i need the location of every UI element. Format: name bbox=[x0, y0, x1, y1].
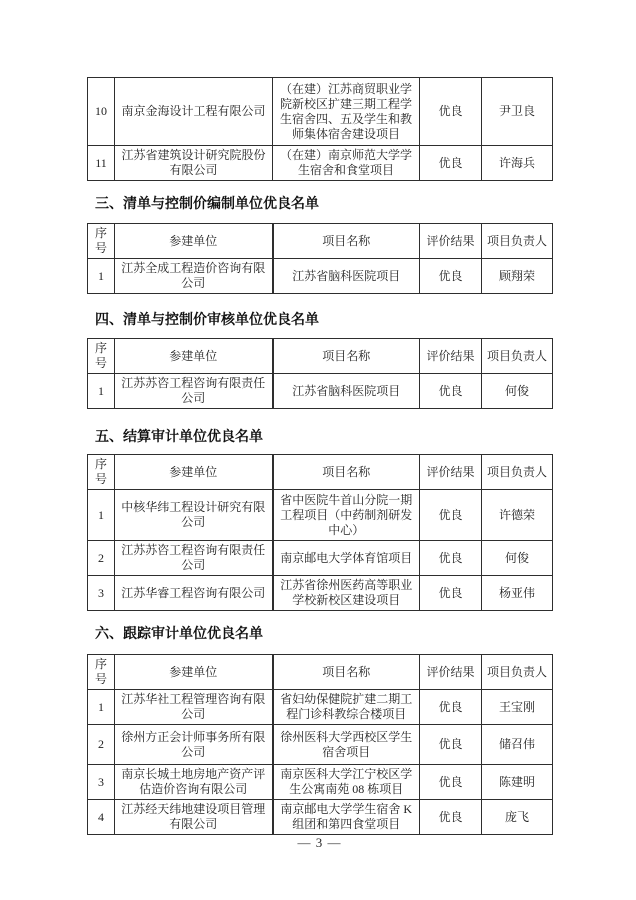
section-title-4: 四、清单与控制价审核单位优良名单 bbox=[95, 311, 319, 327]
header-result: 评价结果 bbox=[420, 339, 482, 374]
leader-cell: 何俊 bbox=[482, 541, 553, 576]
result-cell: 优良 bbox=[420, 490, 482, 541]
header-leader: 项目负责人 bbox=[482, 224, 553, 259]
table-row bbox=[88, 374, 553, 409]
table-row bbox=[88, 259, 553, 294]
table-row bbox=[88, 765, 553, 800]
table-row bbox=[88, 576, 553, 611]
table-row bbox=[88, 78, 553, 146]
header-unit: 参建单位 bbox=[115, 455, 273, 490]
result-cell: 优良 bbox=[420, 765, 482, 800]
row-no: 1 bbox=[88, 690, 115, 725]
section-4-table bbox=[87, 338, 553, 409]
row-no: 1 bbox=[88, 259, 115, 294]
project-cell: 省中医院牛首山分院一期工程项目（中药制剂研发中心） bbox=[273, 490, 420, 541]
header-project: 项目名称 bbox=[273, 655, 420, 690]
header-result: 评价结果 bbox=[420, 224, 482, 259]
leader-cell: 尹卫良 bbox=[482, 78, 553, 146]
table-header-row bbox=[88, 655, 553, 690]
header-no: 序号 bbox=[88, 655, 115, 690]
row-no: 2 bbox=[88, 541, 115, 576]
project-cell: 江苏省脑科医院项目 bbox=[273, 259, 420, 294]
unit-cell: 南京金海设计工程有限公司 bbox=[115, 78, 273, 146]
row-no: 4 bbox=[88, 800, 115, 835]
unit-cell: 徐州方正会计师事务所有限公司 bbox=[115, 725, 273, 765]
result-cell: 优良 bbox=[420, 725, 482, 765]
project-cell: 徐州医科大学西校区学生宿舍项目 bbox=[273, 725, 420, 765]
result-cell: 优良 bbox=[420, 541, 482, 576]
table-row bbox=[88, 725, 553, 765]
leader-cell: 何俊 bbox=[482, 374, 553, 409]
row-no: 3 bbox=[88, 576, 115, 611]
unit-cell: 江苏苏咨工程咨询有限责任公司 bbox=[115, 374, 273, 409]
table-row bbox=[88, 690, 553, 725]
table-row bbox=[88, 541, 553, 576]
header-leader: 项目负责人 bbox=[482, 455, 553, 490]
section-title-6: 六、跟踪审计单位优良名单 bbox=[95, 625, 263, 641]
result-cell: 优良 bbox=[420, 690, 482, 725]
section-5-table bbox=[87, 454, 553, 611]
leader-cell: 陈建明 bbox=[482, 765, 553, 800]
leader-cell: 储召伟 bbox=[482, 725, 553, 765]
header-project: 项目名称 bbox=[273, 339, 420, 374]
project-cell: 省妇幼保健院扩建二期工程门诊科教综合楼项目 bbox=[273, 690, 420, 725]
project-cell: 江苏省脑科医院项目 bbox=[273, 374, 420, 409]
table-header-row bbox=[88, 224, 553, 259]
table-row bbox=[88, 800, 553, 835]
header-no: 序号 bbox=[88, 339, 115, 374]
leader-cell: 许德荣 bbox=[482, 490, 553, 541]
unit-cell: 江苏华睿工程咨询有限公司 bbox=[115, 576, 273, 611]
result-cell: 优良 bbox=[420, 146, 482, 181]
unit-cell: 江苏全成工程造价咨询有限公司 bbox=[115, 259, 273, 294]
result-cell: 优良 bbox=[420, 800, 482, 835]
row-no: 11 bbox=[88, 146, 115, 181]
unit-cell: 江苏苏咨工程咨询有限责任公司 bbox=[115, 541, 273, 576]
row-no: 10 bbox=[88, 78, 115, 146]
leader-cell: 杨亚伟 bbox=[482, 576, 553, 611]
row-no: 1 bbox=[88, 490, 115, 541]
leader-cell: 庞飞 bbox=[482, 800, 553, 835]
row-no: 3 bbox=[88, 765, 115, 800]
section-title-3: 三、清单与控制价编制单位优良名单 bbox=[95, 195, 319, 211]
section-6-table bbox=[87, 654, 553, 835]
leader-cell: 许海兵 bbox=[482, 146, 553, 181]
header-no: 序号 bbox=[88, 224, 115, 259]
project-cell: 南京邮电大学学生宿舍 K 组团和第四食堂项目 bbox=[273, 800, 420, 835]
project-cell: 南京邮电大学体育馆项目 bbox=[273, 541, 420, 576]
header-project: 项目名称 bbox=[273, 455, 420, 490]
leader-cell: 顾翔荣 bbox=[482, 259, 553, 294]
unit-cell: 江苏华社工程管理咨询有限公司 bbox=[115, 690, 273, 725]
header-unit: 参建单位 bbox=[115, 224, 273, 259]
unit-cell: 江苏省建筑设计研究院股份有限公司 bbox=[115, 146, 273, 181]
continuation-table bbox=[87, 77, 553, 181]
row-no: 2 bbox=[88, 725, 115, 765]
table-row bbox=[88, 490, 553, 541]
project-cell: 南京医科大学江宁校区学生公寓南苑 08 栋项目 bbox=[273, 765, 420, 800]
page-number: — 3 — bbox=[297, 835, 342, 850]
leader-cell: 王宝刚 bbox=[482, 690, 553, 725]
header-no: 序号 bbox=[88, 455, 115, 490]
table-header-row bbox=[88, 339, 553, 374]
project-cell: 江苏省徐州医药高等职业学校新校区建设项目 bbox=[273, 576, 420, 611]
table-row bbox=[88, 146, 553, 181]
header-result: 评价结果 bbox=[420, 455, 482, 490]
header-result: 评价结果 bbox=[420, 655, 482, 690]
project-cell: （在建）南京师范大学学生宿舍和食堂项目 bbox=[273, 146, 420, 181]
result-cell: 优良 bbox=[420, 259, 482, 294]
result-cell: 优良 bbox=[420, 78, 482, 146]
section-title-5: 五、结算审计单位优良名单 bbox=[95, 428, 263, 444]
header-leader: 项目负责人 bbox=[482, 655, 553, 690]
result-cell: 优良 bbox=[420, 374, 482, 409]
section-3-table bbox=[87, 223, 553, 294]
unit-cell: 江苏经天纬地建设项目管理有限公司 bbox=[115, 800, 273, 835]
header-unit: 参建单位 bbox=[115, 339, 273, 374]
header-leader: 项目负责人 bbox=[482, 339, 553, 374]
unit-cell: 中核华纬工程设计研究有限公司 bbox=[115, 490, 273, 541]
table-header-row bbox=[88, 455, 553, 490]
project-cell: （在建）江苏商贸职业学院新校区扩建三期工程学生宿舍四、五及学生和教师集体宿舍建设项目 bbox=[273, 78, 420, 146]
header-project: 项目名称 bbox=[273, 224, 420, 259]
result-cell: 优良 bbox=[420, 576, 482, 611]
header-unit: 参建单位 bbox=[115, 655, 273, 690]
row-no: 1 bbox=[88, 374, 115, 409]
unit-cell: 南京长城土地房地产资产评估造价咨询有限公司 bbox=[115, 765, 273, 800]
